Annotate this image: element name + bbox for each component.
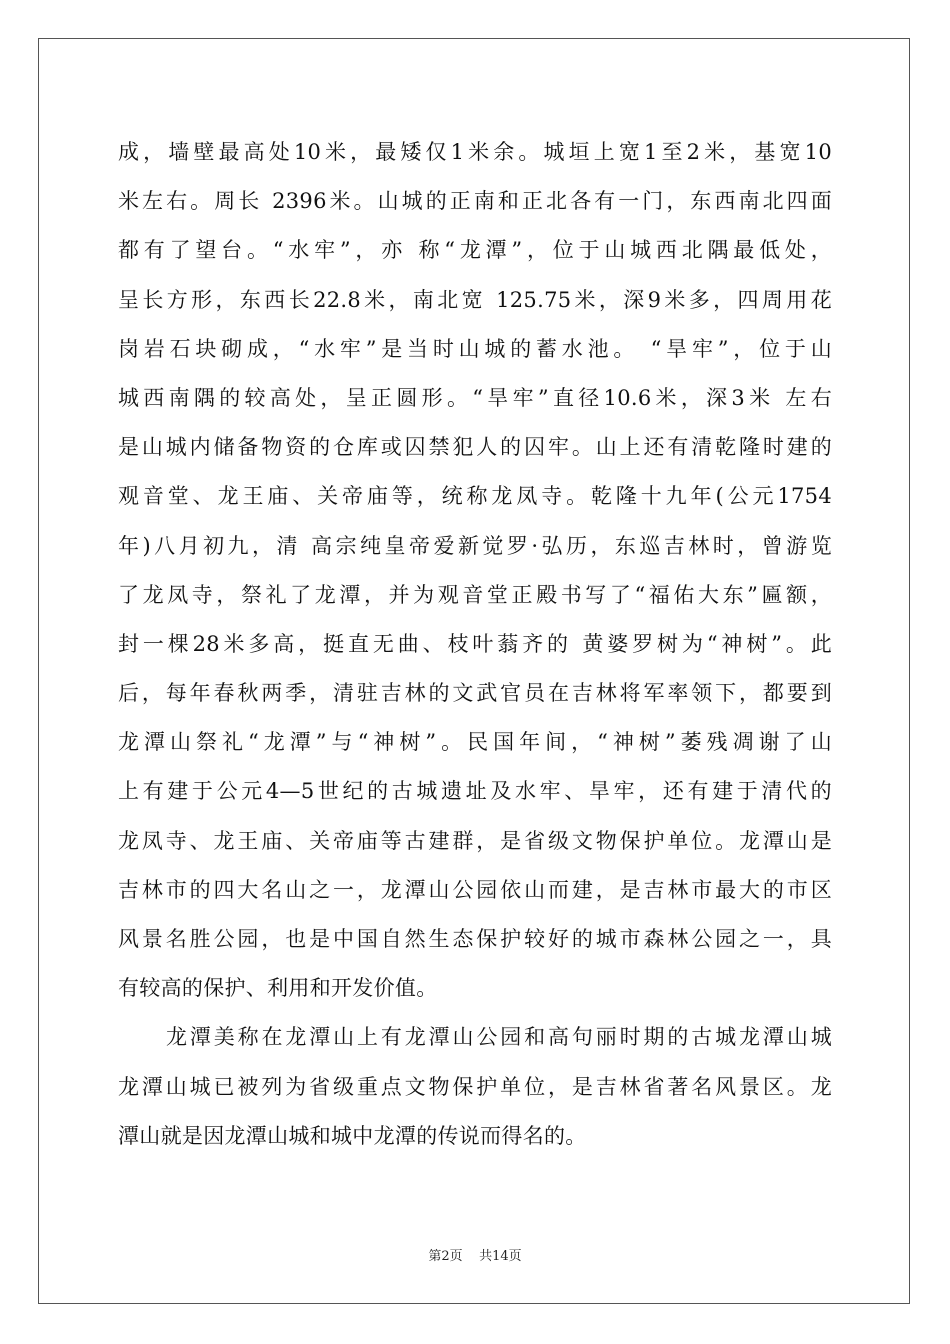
text-line: 后，每年春秋两季，清驻吉林的文武官员在吉林将军率领下，都要到 [118,681,832,706]
text-line: 风景名胜公园，也是中国自然生态保护较好的城市森林公园之一，具 [118,927,832,951]
text-line: 都有了望台。“水牢”，亦 称“龙潭”，位于山城西北隅最低处， [118,238,832,263]
text-line: 潭山就是因龙潭山城和城中龙潭的传说而得名的。 [118,1123,587,1148]
paragraph-1 [118,128,832,1013]
page-footer [0,1245,950,1264]
text-line: 吉林市的四大名山之一，龙潭山公园依山而建，是吉林市最大的市区 [118,877,832,902]
text-line: 龙凤寺、龙王庙、关帝庙等古建群，是省级文物保护单位。龙潭山是 [118,828,832,853]
text-line: 有较高的保护、利用和开发价值。 [118,976,438,1001]
text-line: 龙潭山祭礼“龙潭”与“神树”。民国年间，“神树”萎残凋谢了山 [118,730,832,755]
page-total: 共14页 [479,1249,522,1264]
text-line: 了龙凤寺，祭礼了龙潭，并为观音堂正殿书写了“福佑大东”匾额， [118,582,832,607]
text-line: 岗岩石块砌成，“水牢”是当时山城的蓄水池。 “旱牢”，位于山 [118,336,832,361]
text-line: 年)八月初九，清 高宗纯皇帝爱新觉罗·弘历，东巡吉林时，曾游览 [118,533,832,558]
text-line: 城西南隅的较高处，呈正圆形。“旱牢”直径10.6米，深3米 左右 [118,385,832,410]
text-line: 封一棵28米多高，挺直无曲、枝叶蓊齐的 黄婆罗树为“神树”。此 [118,631,832,656]
text-line: 成，墙壁最高处10米，最矮仅1米余。城垣上宽1至2米，基宽10 [118,140,832,164]
text-line: 米左右。周长 2396米。山城的正南和正北各有一门，东西南北四面 [118,189,832,214]
text-line: 龙潭山城已被列为省级重点文物保护单位，是吉林省著名风景区。龙 [118,1074,832,1099]
text-line: 是山城内储备物资的仓库或囚禁犯人的囚牢。山上还有清乾隆时建的 [118,435,832,460]
document-body [118,128,832,1161]
text-line: 观音堂、龙王庙、关帝庙等，统称龙凤寺。乾隆十九年(公元1754 [118,484,832,509]
paragraph-2 [118,1013,832,1161]
text-line: 呈长方形，东西长22.8米，南北宽 125.75米，深9米多，四周用花 [118,287,832,312]
page-number: 第2页 [428,1249,463,1264]
text-line: 龙潭美称在龙潭山上有龙潭山公园和高句丽时期的古城龙潭山城 [166,1025,832,1050]
text-line: 上有建于公元4—5世纪的古城遗址及水牢、旱牢，还有建于清代的 [118,779,832,804]
